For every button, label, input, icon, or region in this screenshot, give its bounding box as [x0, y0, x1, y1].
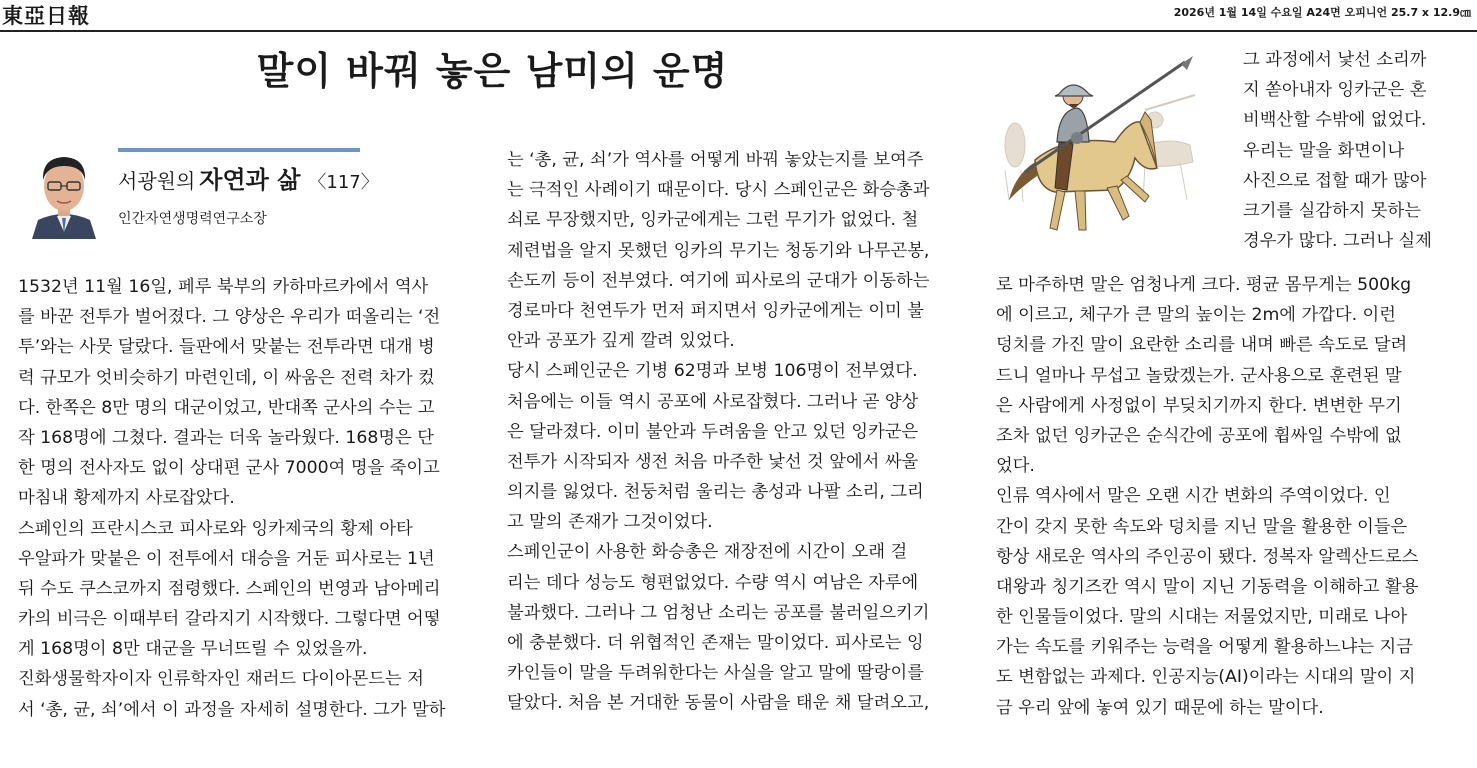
byline-accent-bar [118, 148, 360, 152]
text-line: 로 마주하면 말은 엄청나게 크다. 평균 몸무게는 500kg [996, 275, 1412, 295]
text-line: 카의 비극은 이때부터 갈라지기 시작했다. 그렇다면 어떻 [18, 609, 441, 630]
text-line: 력 규모가 엇비슷하기 마련인데, 이 싸움은 전력 차가 컸 [18, 367, 435, 388]
text-line: 처음에는 이들 역시 공포에 사로잡혔다. 그러나 곧 양상 [507, 391, 919, 412]
text-line: 는 극적인 사례이기 때문이다. 당시 스페인군은 화승총과 [507, 180, 930, 201]
header-divider [0, 30, 1477, 32]
text-line: 은 달라졌다. 이미 불안과 두려움을 안고 있던 잉카군은 [507, 421, 919, 442]
text-line: 서 ‘총, 균, 쇠’에서 이 과정을 자세히 설명한다. 그가 말하 [18, 699, 446, 720]
text-line: 안과 공포가 깊게 깔려 있었다. [507, 331, 735, 352]
text-line: 그 과정에서 낯선 소리까 [1243, 50, 1427, 70]
newspaper-logo: 東亞日報 [2, 3, 90, 28]
text-line: 에 이르고, 체구가 큰 말의 높이는 2m에 가깝다. 이런 [996, 305, 1396, 326]
series-number: 〈117〉 [308, 172, 379, 193]
text-line: 쇠로 무장했지만, 잉카군에게는 그런 무기가 없었다. 철 [507, 210, 919, 231]
page-info: 2026년 1월 14일 수요일 A24면 오피니언 25.7 x 12.9㎝ [1173, 6, 1471, 19]
text-line: 덩치를 가진 말이 요란한 소리를 내며 빠른 속도로 달려 [996, 335, 1408, 356]
text-line: 당시 스페인군은 기병 62명과 보병 106명이 전부였다. [507, 361, 918, 382]
text-line: 한 명의 전사자도 없이 상대편 군사 7000여 명을 죽이고 [18, 458, 440, 479]
text-line: 전투가 시작되자 생전 처음 마주한 낯선 것 앞에서 싸울 [507, 451, 919, 472]
text-line: 마침내 황제까지 사로잡았다. [18, 488, 235, 509]
text-line: 우리는 말을 화면이나 [1243, 140, 1405, 161]
text-line: 금 우리 앞에 놓여 있기 때문에 하는 말이다. [996, 697, 1324, 718]
text-line: 스페인군이 사용한 화승총은 재장전에 시간이 오래 걸 [507, 542, 908, 563]
article-column-3 [996, 270, 1466, 723]
text-line: 스페인의 프란시스코 피사로와 잉카제국의 황제 아타 [18, 518, 413, 539]
text-line: 손도끼 등이 전부였다. 여기에 피사로의 군대가 이동하는 [507, 270, 930, 291]
text-line: 드니 얼마나 무섭고 놀랐겠는가. 군사용으로 훈련된 말 [996, 365, 1402, 386]
text-line: 다. 한쪽은 8만 명의 대군이었고, 반대쪽 군사의 수는 고 [18, 397, 435, 418]
text-line: 었다. [996, 456, 1035, 477]
text-line: 도 변함없는 과제다. 인공지능(AI)이라는 시대의 말이 지 [996, 667, 1416, 688]
text-line: 조차 없던 잉카군은 순식간에 공포에 휩싸일 수밖에 없 [996, 425, 1402, 446]
text-line: 투’와는 사뭇 달랐다. 들판에서 맞붙는 전투라면 대개 병 [18, 337, 435, 358]
author-name: 서광원의 [118, 169, 196, 193]
text-line: 카인들이 말을 두려워한다는 사실을 알고 말에 딸랑이를 [507, 663, 924, 684]
text-line: 를 바꾼 전투가 벌어졌다. 그 양상은 우리가 떠올리는 ‘전 [18, 307, 441, 328]
text-line: 은 사람에게 사정없이 부딪치기까지 한다. 변변한 무기 [996, 395, 1402, 416]
conquistador-illustration [995, 50, 1210, 242]
author-title: 인간자연생명력연구소장 [118, 211, 267, 227]
article-headline: 말이 바꿔 놓은 남미의 운명 [256, 48, 729, 93]
text-line: 한 인물들이었다. 말의 시대는 저물었지만, 미래로 나아 [996, 607, 1408, 628]
text-line: 게 168명이 8만 대군을 무너뜨릴 수 있었을까. [18, 639, 368, 660]
text-line: 제련법을 알지 못했던 잉카의 무기는 청동기와 나무곤봉, [507, 240, 930, 261]
text-line: 불과했다. 그러나 그 엄청난 소리는 공포를 불러일으키기 [507, 602, 930, 623]
text-line: 경우가 많다. 그러나 실제 [1243, 231, 1432, 252]
text-line: 의지를 잃었다. 천둥처럼 울리는 총성과 나팔 소리, 그리 [507, 482, 924, 503]
text-line: 달았다. 처음 본 거대한 동물이 사람을 태운 채 달려오고, [507, 693, 930, 714]
byline [118, 160, 379, 195]
text-line: 지 쏟아내자 잉카군은 혼 [1243, 80, 1427, 101]
article-column-2 [507, 145, 972, 719]
text-line: 우알파가 맞붙은 이 전투에서 대승을 거둔 피사로는 1년 [18, 548, 435, 569]
text-line: 고 말의 존재가 그것이었다. [507, 512, 713, 533]
text-line: 크기를 실감하지 못하는 [1243, 200, 1421, 221]
text-line: 사진으로 접할 때가 많아 [1243, 170, 1427, 191]
text-line: 인류 역사에서 말은 오랜 시간 변화의 주역이었다. 인 [996, 486, 1391, 507]
text-line: 경로마다 천연두가 먼저 퍼지면서 잉카군에게는 이미 불 [507, 300, 924, 321]
text-line: 항상 새로운 역사의 주인공이 됐다. 정복자 알렉산드로스 [996, 546, 1419, 567]
text-line: 대왕과 칭기즈칸 역시 말이 지닌 기동력을 이해하고 활용 [996, 576, 1419, 597]
text-line: 작 168명에 그쳤다. 결과는 더욱 놀라웠다. 168명은 단 [18, 427, 434, 448]
text-line: 는 ‘총, 균, 쇠’가 역사를 어떻게 바꿔 놓았는지를 보여주 [507, 150, 924, 170]
text-line: 에 충분했다. 더 위협적인 존재는 말이었다. 피사로는 잉 [507, 633, 924, 653]
series-title: 자연과 삶 [199, 166, 301, 194]
article-column-3-top [1243, 45, 1468, 256]
text-line: 진화생물학자이자 인류학자인 재러드 다이아몬드는 저 [18, 669, 424, 690]
author-photo [28, 142, 100, 239]
text-line: 간이 갖지 못한 속도와 덩치를 지닌 말을 활용한 이들은 [996, 516, 1408, 537]
article-column-1 [18, 272, 483, 725]
text-line: 1532년 11월 16일, 페루 북부의 카하마르카에서 역사 [18, 277, 429, 297]
text-line: 가는 속도를 키워주는 능력을 어떻게 활용하느냐는 지금 [996, 637, 1413, 658]
text-line: 리는 데다 성능도 형편없었다. 수량 역시 여남은 자루에 [507, 572, 919, 593]
text-line: 비백산할 수밖에 없었다. [1243, 110, 1427, 131]
text-line: 뒤 수도 쿠스코까지 점령했다. 스페인의 번영과 남아메리 [18, 578, 441, 599]
